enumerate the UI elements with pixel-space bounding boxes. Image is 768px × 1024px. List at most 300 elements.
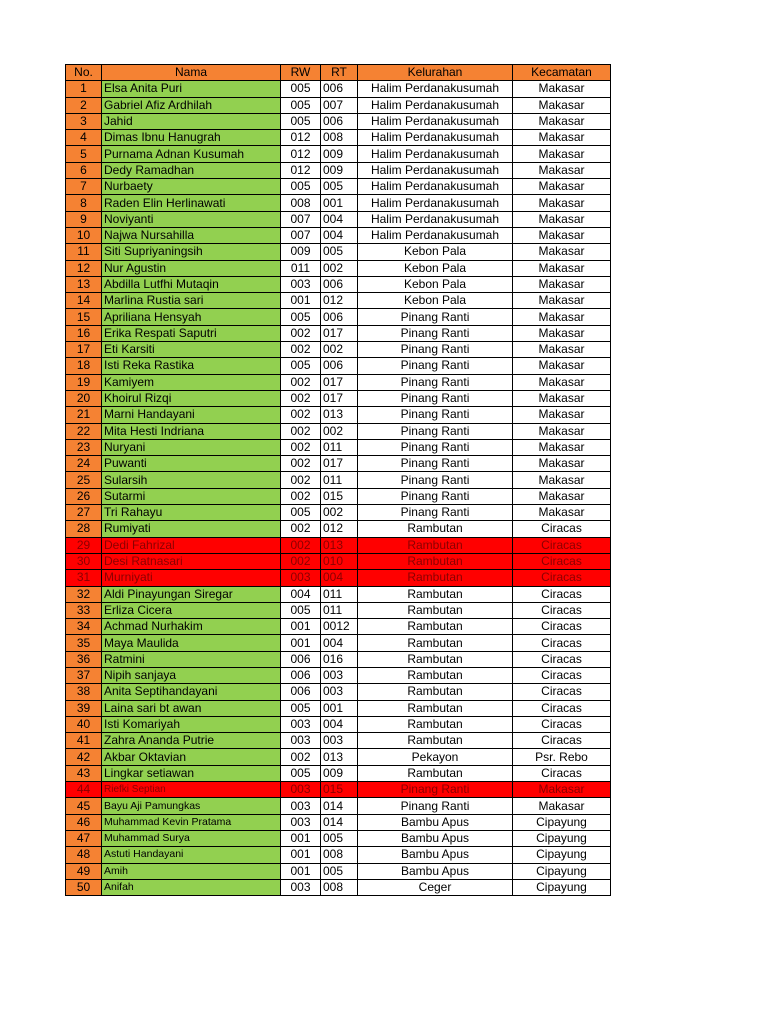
cell-kecamatan: Ciracas xyxy=(513,700,611,716)
cell-rw: 005 xyxy=(281,179,321,195)
cell-no: 8 xyxy=(66,195,102,211)
table-row xyxy=(66,553,611,569)
cell-rt: 017 xyxy=(321,325,358,341)
cell-rw: 003 xyxy=(281,716,321,732)
table-row xyxy=(66,635,611,651)
table-row xyxy=(66,439,611,455)
cell-no: 38 xyxy=(66,684,102,700)
cell-kelurahan: Pinang Ranti xyxy=(358,472,513,488)
cell-nama: Akbar Oktavian xyxy=(102,749,281,765)
cell-rw: 003 xyxy=(281,879,321,895)
cell-rw: 005 xyxy=(281,309,321,325)
header-nama: Nama xyxy=(102,65,281,81)
cell-rw: 002 xyxy=(281,325,321,341)
cell-kecamatan: Makasar xyxy=(513,179,611,195)
cell-rw: 012 xyxy=(281,162,321,178)
table-row xyxy=(66,586,611,602)
cell-rt: 011 xyxy=(321,586,358,602)
cell-nama: Purnama Adnan Kusumah xyxy=(102,146,281,162)
table-row xyxy=(66,179,611,195)
cell-no: 35 xyxy=(66,635,102,651)
cell-rt: 005 xyxy=(321,244,358,260)
cell-rt: 004 xyxy=(321,211,358,227)
cell-kelurahan: Halim Perdanakusumah xyxy=(358,113,513,129)
cell-kelurahan: Rambutan xyxy=(358,651,513,667)
cell-nama: Marlina Rustia sari xyxy=(102,293,281,309)
table-row xyxy=(66,733,611,749)
cell-rt: 015 xyxy=(321,782,358,798)
cell-kecamatan: Makasar xyxy=(513,782,611,798)
cell-no: 50 xyxy=(66,879,102,895)
cell-rw: 001 xyxy=(281,863,321,879)
cell-no: 20 xyxy=(66,390,102,406)
cell-kelurahan: Pinang Ranti xyxy=(358,439,513,455)
cell-nama: Aldi Pinayungan Siregar xyxy=(102,586,281,602)
cell-kecamatan: Makasar xyxy=(513,293,611,309)
cell-nama: Ratmini xyxy=(102,651,281,667)
cell-no: 14 xyxy=(66,293,102,309)
table-row xyxy=(66,309,611,325)
cell-rw: 006 xyxy=(281,667,321,683)
cell-rw: 002 xyxy=(281,553,321,569)
cell-kecamatan: Makasar xyxy=(513,488,611,504)
cell-no: 19 xyxy=(66,374,102,390)
cell-kecamatan: Ciracas xyxy=(513,635,611,651)
table-row xyxy=(66,814,611,830)
cell-nama: Dedi Fahrizal xyxy=(102,537,281,553)
cell-kelurahan: Pinang Ranti xyxy=(358,325,513,341)
cell-nama: Amih xyxy=(102,863,281,879)
cell-kelurahan: Halim Perdanakusumah xyxy=(358,227,513,243)
cell-kelurahan: Rambutan xyxy=(358,765,513,781)
cell-no: 39 xyxy=(66,700,102,716)
cell-rw: 005 xyxy=(281,97,321,113)
cell-rt: 008 xyxy=(321,847,358,863)
cell-kelurahan: Halim Perdanakusumah xyxy=(358,81,513,97)
cell-kecamatan: Cipayung xyxy=(513,830,611,846)
cell-nama: Siti Supriyaningsih xyxy=(102,244,281,260)
cell-rw: 002 xyxy=(281,423,321,439)
cell-kecamatan: Ciracas xyxy=(513,619,611,635)
cell-kelurahan: Rambutan xyxy=(358,570,513,586)
cell-no: 28 xyxy=(66,521,102,537)
cell-no: 11 xyxy=(66,244,102,260)
cell-no: 12 xyxy=(66,260,102,276)
cell-rt: 012 xyxy=(321,293,358,309)
cell-rt: 008 xyxy=(321,130,358,146)
cell-no: 44 xyxy=(66,782,102,798)
cell-rt: 004 xyxy=(321,635,358,651)
table-row xyxy=(66,863,611,879)
cell-rt: 003 xyxy=(321,667,358,683)
cell-kelurahan: Halim Perdanakusumah xyxy=(358,130,513,146)
cell-kecamatan: Ciracas xyxy=(513,570,611,586)
cell-rw: 002 xyxy=(281,439,321,455)
cell-no: 18 xyxy=(66,358,102,374)
cell-kelurahan: Pinang Ranti xyxy=(358,782,513,798)
cell-rw: 002 xyxy=(281,537,321,553)
cell-rt: 009 xyxy=(321,146,358,162)
cell-nama: Muhammad Surya xyxy=(102,830,281,846)
cell-kecamatan: Makasar xyxy=(513,260,611,276)
cell-rt: 011 xyxy=(321,472,358,488)
cell-rt: 011 xyxy=(321,602,358,618)
cell-rt: 003 xyxy=(321,684,358,700)
cell-nama: Astuti Handayani xyxy=(102,847,281,863)
cell-kelurahan: Pinang Ranti xyxy=(358,309,513,325)
cell-rw: 002 xyxy=(281,749,321,765)
table-row xyxy=(66,700,611,716)
cell-no: 45 xyxy=(66,798,102,814)
cell-no: 36 xyxy=(66,651,102,667)
cell-kecamatan: Makasar xyxy=(513,423,611,439)
cell-no: 22 xyxy=(66,423,102,439)
cell-rw: 005 xyxy=(281,602,321,618)
cell-nama: Rumiyati xyxy=(102,521,281,537)
cell-no: 37 xyxy=(66,667,102,683)
table-body xyxy=(66,81,611,896)
cell-kelurahan: Rambutan xyxy=(358,602,513,618)
resident-table xyxy=(65,64,611,896)
cell-rt: 006 xyxy=(321,309,358,325)
table-row xyxy=(66,293,611,309)
cell-kelurahan: Pinang Ranti xyxy=(358,505,513,521)
cell-rw: 004 xyxy=(281,586,321,602)
header-kelurahan: Kelurahan xyxy=(358,65,513,81)
cell-kelurahan: Rambutan xyxy=(358,716,513,732)
cell-kelurahan: Kebon Pala xyxy=(358,244,513,260)
cell-nama: Khoirul Rizqi xyxy=(102,390,281,406)
cell-kecamatan: Makasar xyxy=(513,390,611,406)
cell-kecamatan: Makasar xyxy=(513,227,611,243)
cell-rt: 017 xyxy=(321,456,358,472)
table-row xyxy=(66,472,611,488)
cell-nama: Eti Karsiti xyxy=(102,342,281,358)
cell-kelurahan: Pinang Ranti xyxy=(358,390,513,406)
cell-rw: 003 xyxy=(281,276,321,292)
cell-rt: 006 xyxy=(321,276,358,292)
cell-no: 9 xyxy=(66,211,102,227)
cell-rt: 010 xyxy=(321,553,358,569)
cell-rt: 014 xyxy=(321,814,358,830)
table-row xyxy=(66,798,611,814)
cell-no: 41 xyxy=(66,733,102,749)
cell-kecamatan: Ciracas xyxy=(513,586,611,602)
cell-kelurahan: Pinang Ranti xyxy=(358,423,513,439)
table-row xyxy=(66,423,611,439)
table-row xyxy=(66,342,611,358)
table-row xyxy=(66,537,611,553)
table-row xyxy=(66,113,611,129)
cell-kecamatan: Makasar xyxy=(513,162,611,178)
cell-no: 27 xyxy=(66,505,102,521)
cell-kecamatan: Ciracas xyxy=(513,765,611,781)
cell-nama: Dedy Ramadhan xyxy=(102,162,281,178)
cell-no: 29 xyxy=(66,537,102,553)
cell-no: 47 xyxy=(66,830,102,846)
cell-rw: 006 xyxy=(281,651,321,667)
cell-nama: Nur Agustin xyxy=(102,260,281,276)
cell-rw: 002 xyxy=(281,472,321,488)
table-row xyxy=(66,97,611,113)
cell-rw: 007 xyxy=(281,227,321,243)
cell-kelurahan: Pinang Ranti xyxy=(358,798,513,814)
cell-rw: 005 xyxy=(281,700,321,716)
cell-rt: 009 xyxy=(321,765,358,781)
cell-nama: Lingkar setiawan xyxy=(102,765,281,781)
cell-kecamatan: Makasar xyxy=(513,97,611,113)
cell-rw: 011 xyxy=(281,260,321,276)
cell-kecamatan: Makasar xyxy=(513,130,611,146)
cell-nama: Tri Rahayu xyxy=(102,505,281,521)
cell-kelurahan: Rambutan xyxy=(358,684,513,700)
table-row xyxy=(66,847,611,863)
cell-kecamatan: Cipayung xyxy=(513,814,611,830)
cell-rw: 002 xyxy=(281,342,321,358)
cell-rt: 008 xyxy=(321,879,358,895)
cell-kecamatan: Ciracas xyxy=(513,553,611,569)
cell-nama: Apriliana Hensyah xyxy=(102,309,281,325)
cell-rt: 017 xyxy=(321,390,358,406)
cell-no: 48 xyxy=(66,847,102,863)
table-row xyxy=(66,276,611,292)
cell-no: 21 xyxy=(66,407,102,423)
cell-nama: Anifah xyxy=(102,879,281,895)
table-row xyxy=(66,195,611,211)
cell-rt: 005 xyxy=(321,830,358,846)
cell-no: 24 xyxy=(66,456,102,472)
cell-nama: Sularsih xyxy=(102,472,281,488)
cell-no: 13 xyxy=(66,276,102,292)
cell-kelurahan: Pinang Ranti xyxy=(358,407,513,423)
cell-kelurahan: Halim Perdanakusumah xyxy=(358,162,513,178)
cell-kelurahan: Pinang Ranti xyxy=(358,374,513,390)
cell-no: 17 xyxy=(66,342,102,358)
cell-rw: 009 xyxy=(281,244,321,260)
cell-nama: Murniyati xyxy=(102,570,281,586)
table-row xyxy=(66,521,611,537)
cell-rw: 001 xyxy=(281,830,321,846)
cell-kelurahan: Bambu Apus xyxy=(358,847,513,863)
cell-nama: Erliza Cicera xyxy=(102,602,281,618)
cell-rw: 003 xyxy=(281,782,321,798)
table-row xyxy=(66,260,611,276)
cell-rw: 003 xyxy=(281,733,321,749)
cell-kecamatan: Cipayung xyxy=(513,863,611,879)
cell-kelurahan: Halim Perdanakusumah xyxy=(358,146,513,162)
cell-rw: 001 xyxy=(281,619,321,635)
cell-rw: 012 xyxy=(281,146,321,162)
cell-rw: 007 xyxy=(281,211,321,227)
cell-kecamatan: Makasar xyxy=(513,456,611,472)
table-row xyxy=(66,390,611,406)
cell-nama: Gabriel Afiz Ardhilah xyxy=(102,97,281,113)
cell-no: 33 xyxy=(66,602,102,618)
cell-kecamatan: Ciracas xyxy=(513,537,611,553)
cell-no: 2 xyxy=(66,97,102,113)
cell-kecamatan: Ciracas xyxy=(513,667,611,683)
table-row xyxy=(66,667,611,683)
cell-nama: Abdilla Lutfhi Mutaqin xyxy=(102,276,281,292)
table-row xyxy=(66,162,611,178)
cell-nama: Zahra Ananda Putrie xyxy=(102,733,281,749)
cell-no: 5 xyxy=(66,146,102,162)
cell-no: 34 xyxy=(66,619,102,635)
cell-kecamatan: Ciracas xyxy=(513,602,611,618)
cell-kecamatan: Makasar xyxy=(513,113,611,129)
cell-nama: Sutarmi xyxy=(102,488,281,504)
table-row xyxy=(66,505,611,521)
cell-kecamatan: Ciracas xyxy=(513,684,611,700)
cell-rw: 002 xyxy=(281,488,321,504)
cell-rt: 006 xyxy=(321,113,358,129)
cell-nama: Puwanti xyxy=(102,456,281,472)
cell-rw: 003 xyxy=(281,814,321,830)
table-row xyxy=(66,570,611,586)
cell-kecamatan: Makasar xyxy=(513,81,611,97)
cell-rt: 014 xyxy=(321,798,358,814)
cell-rw: 001 xyxy=(281,847,321,863)
cell-kecamatan: Makasar xyxy=(513,276,611,292)
cell-rw: 003 xyxy=(281,570,321,586)
cell-no: 16 xyxy=(66,325,102,341)
table-row xyxy=(66,879,611,895)
table-row xyxy=(66,602,611,618)
cell-kelurahan: Ceger xyxy=(358,879,513,895)
cell-kelurahan: Rambutan xyxy=(358,700,513,716)
cell-kelurahan: Rambutan xyxy=(358,521,513,537)
cell-kecamatan: Makasar xyxy=(513,374,611,390)
cell-rt: 004 xyxy=(321,570,358,586)
table-row xyxy=(66,211,611,227)
cell-rt: 015 xyxy=(321,488,358,504)
cell-kecamatan: Makasar xyxy=(513,211,611,227)
table-row xyxy=(66,407,611,423)
cell-nama: Isti Komariyah xyxy=(102,716,281,732)
table-row xyxy=(66,146,611,162)
cell-nama: Laina sari bt awan xyxy=(102,700,281,716)
cell-rw: 006 xyxy=(281,684,321,700)
cell-nama: Elsa Anita Puri xyxy=(102,81,281,97)
cell-kecamatan: Ciracas xyxy=(513,716,611,732)
cell-no: 30 xyxy=(66,553,102,569)
cell-kelurahan: Halim Perdanakusumah xyxy=(358,211,513,227)
table-row xyxy=(66,684,611,700)
cell-nama: Muhammad Kevin Pratama xyxy=(102,814,281,830)
cell-rw: 002 xyxy=(281,390,321,406)
cell-kecamatan: Makasar xyxy=(513,407,611,423)
table-row xyxy=(66,244,611,260)
table-row xyxy=(66,749,611,765)
cell-kelurahan: Rambutan xyxy=(358,586,513,602)
cell-nama: Najwa Nursahilla xyxy=(102,227,281,243)
cell-rw: 002 xyxy=(281,456,321,472)
cell-nama: Dimas Ibnu Hanugrah xyxy=(102,130,281,146)
table-row xyxy=(66,325,611,341)
cell-kelurahan: Halim Perdanakusumah xyxy=(358,97,513,113)
table-row xyxy=(66,456,611,472)
cell-rw: 005 xyxy=(281,765,321,781)
cell-rt: 004 xyxy=(321,227,358,243)
cell-rt: 006 xyxy=(321,81,358,97)
cell-no: 26 xyxy=(66,488,102,504)
table-row xyxy=(66,374,611,390)
cell-nama: Raden Elin Herlinawati xyxy=(102,195,281,211)
cell-rt: 002 xyxy=(321,505,358,521)
table-row xyxy=(66,830,611,846)
cell-no: 40 xyxy=(66,716,102,732)
cell-no: 42 xyxy=(66,749,102,765)
header-kecamatan: Kecamatan xyxy=(513,65,611,81)
cell-no: 4 xyxy=(66,130,102,146)
cell-rt: 005 xyxy=(321,863,358,879)
table-row xyxy=(66,358,611,374)
cell-rt: 001 xyxy=(321,700,358,716)
cell-no: 15 xyxy=(66,309,102,325)
header-rt: RT xyxy=(321,65,358,81)
cell-kelurahan: Halim Perdanakusumah xyxy=(358,195,513,211)
cell-kelurahan: Rambutan xyxy=(358,537,513,553)
cell-kelurahan: Kebon Pala xyxy=(358,276,513,292)
cell-nama: Mita Hesti Indriana xyxy=(102,423,281,439)
cell-kelurahan: Rambutan xyxy=(358,733,513,749)
cell-rw: 005 xyxy=(281,505,321,521)
cell-rt: 016 xyxy=(321,651,358,667)
cell-rt: 012 xyxy=(321,521,358,537)
cell-nama: Achmad Nurhakim xyxy=(102,619,281,635)
cell-nama: Maya Maulida xyxy=(102,635,281,651)
cell-kecamatan: Makasar xyxy=(513,309,611,325)
cell-kelurahan: Bambu Apus xyxy=(358,830,513,846)
cell-kecamatan: Cipayung xyxy=(513,879,611,895)
table-row xyxy=(66,619,611,635)
cell-rt: 013 xyxy=(321,537,358,553)
cell-no: 23 xyxy=(66,439,102,455)
cell-nama: Isti Reka Rastika xyxy=(102,358,281,374)
cell-kecamatan: Cipayung xyxy=(513,847,611,863)
cell-rt: 002 xyxy=(321,342,358,358)
cell-rw: 005 xyxy=(281,113,321,129)
header-no: No. xyxy=(66,65,102,81)
cell-nama: Desi Ratnasari xyxy=(102,553,281,569)
cell-no: 6 xyxy=(66,162,102,178)
cell-kecamatan: Makasar xyxy=(513,358,611,374)
cell-nama: Nurbaety xyxy=(102,179,281,195)
cell-kelurahan: Kebon Pala xyxy=(358,260,513,276)
cell-rw: 008 xyxy=(281,195,321,211)
cell-nama: Riefki Septian xyxy=(102,782,281,798)
table-row xyxy=(66,765,611,781)
cell-rw: 001 xyxy=(281,635,321,651)
cell-kelurahan: Pinang Ranti xyxy=(358,488,513,504)
cell-nama: Anita Septihandayani xyxy=(102,684,281,700)
cell-kelurahan: Rambutan xyxy=(358,553,513,569)
cell-rt: 002 xyxy=(321,260,358,276)
cell-rw: 002 xyxy=(281,521,321,537)
cell-kecamatan: Makasar xyxy=(513,325,611,341)
cell-no: 25 xyxy=(66,472,102,488)
cell-no: 46 xyxy=(66,814,102,830)
header-row xyxy=(66,65,611,81)
cell-no: 7 xyxy=(66,179,102,195)
cell-kelurahan: Pinang Ranti xyxy=(358,342,513,358)
cell-kecamatan: Makasar xyxy=(513,342,611,358)
cell-no: 32 xyxy=(66,586,102,602)
cell-no: 10 xyxy=(66,227,102,243)
header-rw: RW xyxy=(281,65,321,81)
cell-kecamatan: Makasar xyxy=(513,472,611,488)
cell-kelurahan: Bambu Apus xyxy=(358,814,513,830)
